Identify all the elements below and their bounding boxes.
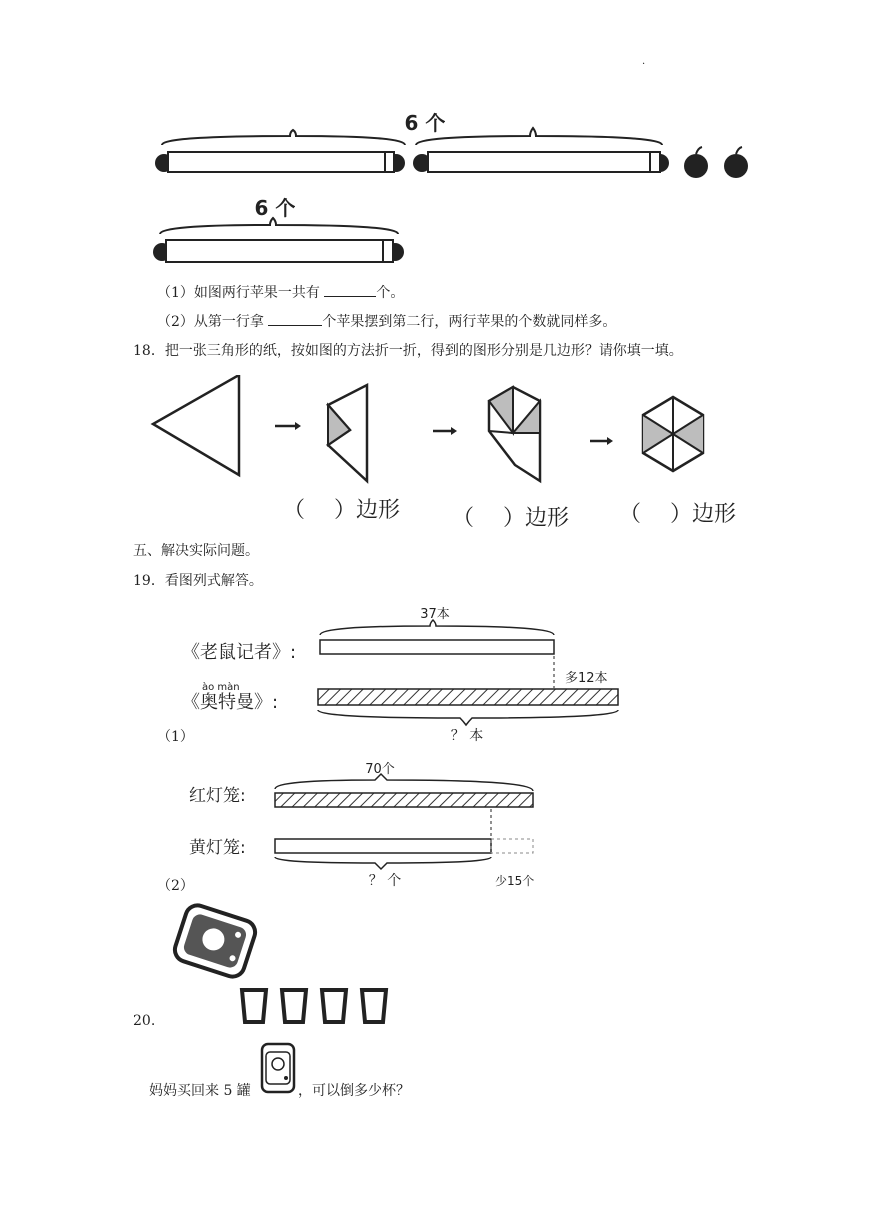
q19-fig1-num: （1） <box>157 729 194 745</box>
label-less: 少15个 <box>495 874 535 888</box>
section-title: 五、解决实际问题。 <box>133 543 259 559</box>
apple-bars-figure <box>150 100 760 275</box>
brace-b <box>416 128 662 145</box>
q19-text: 19．看图列式解答。 <box>133 573 263 589</box>
page-marker: . <box>642 56 646 67</box>
cup-icon <box>362 990 386 1022</box>
triangle-shape <box>153 375 239 475</box>
label-6-a: 6 个 <box>404 111 446 135</box>
row-label-yellow: 黄灯笼: <box>189 838 246 858</box>
q17-part2: （2）从第一行拿 个苹果摆到第二行，两行苹果的个数就同样多。 <box>157 311 616 332</box>
arrow-icon <box>607 437 613 445</box>
row-label-ultraman: 《奥特曼》: <box>182 692 279 713</box>
bar-red <box>275 793 533 807</box>
label-6-c: 6 个 <box>254 196 296 220</box>
arrow-icon <box>295 422 301 430</box>
q20-text-prefix: 妈妈买回来 5 罐 <box>149 1083 251 1099</box>
answer-blank[interactable] <box>324 282 376 297</box>
q17-part1: （1）如图两行苹果一共有 个。 <box>157 282 404 303</box>
brace-c <box>160 218 398 234</box>
bar-c <box>166 240 391 262</box>
label-37: 37本 <box>420 607 450 622</box>
q20-num: 20. <box>133 1013 156 1029</box>
arrow-icon <box>451 427 457 435</box>
bar-yellow <box>275 839 491 853</box>
cups-row <box>238 986 390 1026</box>
label-question: ？ 本 <box>450 728 484 744</box>
row-label-mouse: 《老鼠记者》: <box>182 642 297 663</box>
row-label-red: 红灯笼: <box>189 786 246 806</box>
label-more: 多12本 <box>565 671 608 686</box>
answer-label-1: （ ）边形 <box>283 498 400 523</box>
bar-ultraman <box>318 689 618 705</box>
bar-b <box>428 152 658 172</box>
juice-can-icon <box>165 900 265 982</box>
apple-icon <box>684 147 708 178</box>
juice-can-small-icon <box>258 1038 298 1096</box>
label-70: 70个 <box>365 762 395 777</box>
answer-label-2: （ ）边形 <box>452 506 569 531</box>
cup-icon <box>242 990 266 1022</box>
q18-text: 18．把一张三角形的纸，按如图的方法折一折，得到的图形分别是几边形？请你填一填。 <box>133 343 683 359</box>
bar-mouse <box>320 640 554 654</box>
apple-icon <box>724 147 748 178</box>
brace-a <box>162 130 405 145</box>
label-question: ？ 个 <box>368 873 402 889</box>
bar-a <box>168 152 393 172</box>
answer-label-3: （ ）边形 <box>619 502 736 527</box>
cup-icon <box>322 990 346 1022</box>
answer-blank[interactable] <box>268 311 322 326</box>
book-bar-figure <box>180 600 630 745</box>
pinyin: ào màn <box>202 682 240 693</box>
q19-fig2-num: （2） <box>157 878 194 894</box>
q20-text-suffix: ，可以倒多少杯？ <box>298 1083 410 1099</box>
cup-icon <box>282 990 306 1022</box>
lantern-bar-figure <box>185 755 555 890</box>
